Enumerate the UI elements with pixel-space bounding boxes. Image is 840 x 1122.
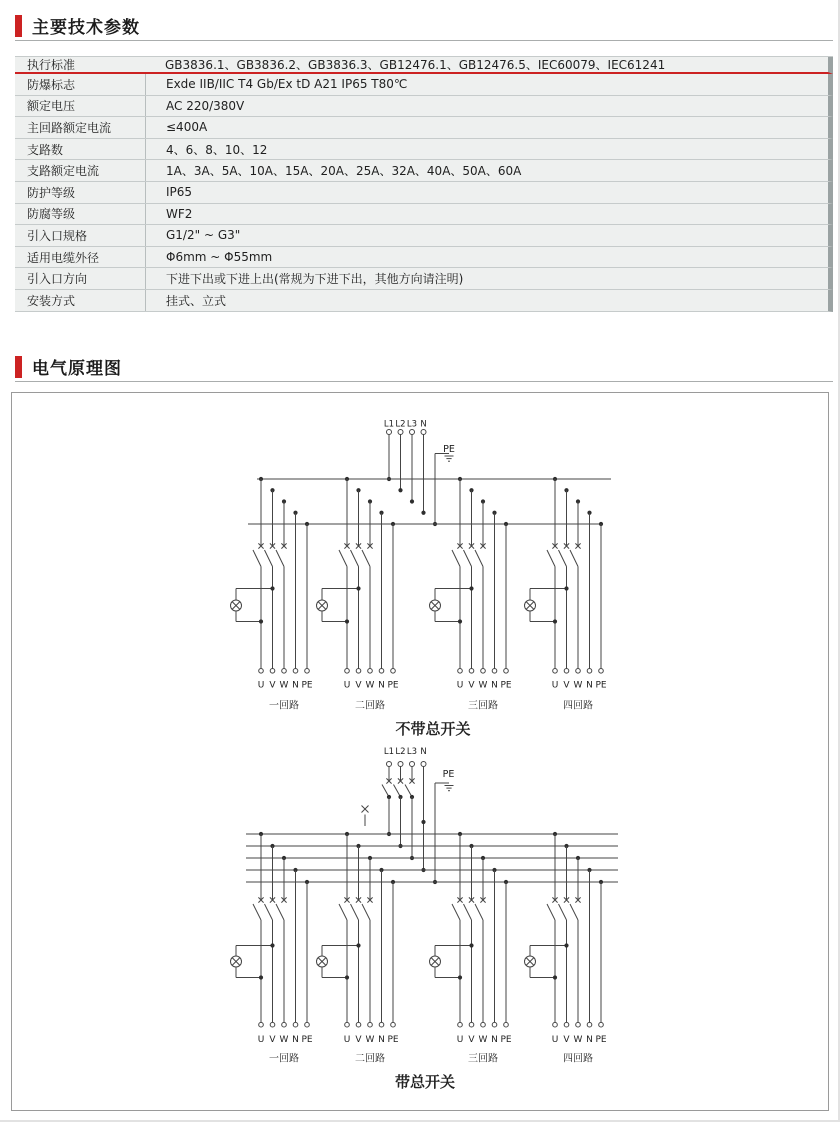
schematic-label: N: [378, 680, 385, 691]
schematic-label: V: [269, 680, 276, 691]
schematic-label: L3: [406, 419, 418, 430]
spec-label: 适用电缆外径: [27, 250, 100, 265]
schematic-label: L1: [383, 419, 395, 430]
schematic-label: PE: [500, 680, 512, 691]
schematic-label: PE: [595, 1035, 607, 1045]
schematic-label: W: [365, 1035, 375, 1045]
spec-value: GB3836.1、GB3836.2、GB3836.3、GB12476.1、GB12476.5、IEC60079、IEC61241: [165, 58, 666, 72]
schematic-label: W: [573, 1035, 583, 1045]
spec-row: [15, 290, 833, 312]
section-title: 主要技术参数: [32, 18, 140, 38]
schematic-label: 二回路: [355, 700, 385, 712]
schematic-label: N: [586, 680, 593, 691]
schematic-label: N: [420, 747, 427, 757]
schematic-label: W: [365, 680, 375, 691]
schematic-label: PE: [500, 1035, 512, 1045]
schematic-label: N: [292, 680, 299, 691]
schematic-label: L2: [395, 419, 406, 430]
schematic-label: PE: [301, 1035, 313, 1045]
spec-row: [15, 182, 833, 204]
schematic-label: 四回路: [563, 1053, 593, 1065]
schematic-label: W: [279, 1035, 289, 1045]
spec-value: 1A、3A、5A、10A、15A、20A、25A、32A、40A、50A、60A: [145, 160, 828, 181]
schematic-label: U: [551, 680, 559, 691]
spec-row: [15, 74, 833, 96]
section-header-specs: [15, 13, 140, 38]
spec-label: 防腐等级: [27, 207, 76, 222]
spec-value: G1/2" ~ G3": [145, 225, 828, 246]
schematic-label: N: [292, 1035, 299, 1045]
schematic-label: U: [456, 1035, 464, 1045]
schematic-label: 不带总开关: [395, 720, 471, 738]
spec-label: 额定电压: [27, 99, 76, 114]
spec-label: 执行标准: [27, 58, 76, 72]
schematic-label: L2: [395, 747, 406, 757]
schematic-label: W: [478, 1035, 488, 1045]
red-accent-bar: [15, 356, 22, 378]
schematic-label: N: [378, 1035, 385, 1045]
spec-value: IP65: [145, 182, 828, 203]
schematic-label: N: [586, 1035, 593, 1045]
schematic-label: 三回路: [468, 700, 498, 712]
spec-label: 防护等级: [27, 185, 76, 200]
spec-row: [15, 57, 833, 74]
schematic-label: V: [269, 1035, 276, 1045]
red-accent-bar: [15, 15, 22, 37]
schematic-label: V: [563, 1035, 570, 1045]
section-header-schematic: [15, 354, 122, 379]
spec-value: 下进下出或下进上出(常规为下进下出，其他方向请注明): [145, 268, 828, 289]
spec-value: AC 220/380V: [145, 96, 828, 117]
schematic-label: PE: [301, 680, 313, 691]
schematic-label: N: [491, 1035, 498, 1045]
spec-row: [15, 225, 833, 247]
spec-row: [15, 96, 833, 118]
schematic-label: U: [343, 680, 351, 691]
schematic-label: V: [468, 680, 475, 691]
schematic-label: PE: [443, 444, 455, 455]
schematic-label: PE: [387, 680, 399, 691]
spec-label: 支路额定电流: [27, 164, 100, 179]
schematic-label: V: [355, 1035, 362, 1045]
diagram-with-main-switch: [231, 747, 619, 1091]
spec-value: WF2: [145, 204, 828, 225]
schematic-label: U: [343, 1035, 351, 1045]
section-title: 电气原理图: [32, 359, 122, 379]
schematic-panel: [11, 392, 829, 1111]
schematic-label: U: [257, 1035, 265, 1045]
schematic-label: U: [456, 680, 464, 691]
spec-value: Φ6mm ~ Φ55mm: [145, 247, 828, 268]
diagram-without-main-switch: [231, 420, 612, 739]
schematic-label: V: [563, 680, 570, 691]
section-rule: [15, 40, 833, 41]
schematic-label: PE: [595, 680, 607, 691]
section-rule: [15, 381, 833, 382]
spec-value: 挂式、立式: [145, 290, 828, 311]
schematic-label: W: [279, 680, 289, 691]
spec-row: [15, 204, 833, 226]
spec-row: [15, 160, 833, 182]
schematic-label: N: [491, 680, 498, 691]
schematic-label: N: [420, 419, 427, 430]
spec-table: [15, 56, 833, 312]
wiring-schematics: [12, 393, 828, 1110]
spec-label: 主回路额定电流: [27, 120, 112, 135]
schematic-label: PE: [442, 769, 455, 780]
schematic-label: L3: [406, 747, 418, 757]
spec-value: ≤400A: [145, 117, 828, 138]
schematic-label: PE: [387, 1035, 399, 1045]
spec-label: 防爆标志: [27, 77, 76, 92]
spec-label: 引入口方向: [27, 272, 88, 287]
spec-label: 引入口规格: [27, 228, 88, 243]
schematic-label: 一回路: [269, 1053, 299, 1065]
spec-label: 支路数: [27, 142, 64, 157]
schematic-label: V: [355, 680, 362, 691]
spec-label: 安装方式: [27, 293, 76, 308]
schematic-label: W: [573, 680, 583, 691]
schematic-label: L1: [383, 747, 395, 757]
schematic-label: 二回路: [355, 1053, 385, 1065]
schematic-label: U: [551, 1035, 559, 1045]
schematic-label: W: [478, 680, 488, 691]
spec-row: [15, 268, 833, 290]
spec-value: 4、6、8、10、12: [145, 139, 828, 160]
schematic-label: 带总开关: [394, 1073, 456, 1091]
schematic-label: 三回路: [468, 1053, 498, 1065]
schematic-label: V: [468, 1035, 475, 1045]
spec-row: [15, 117, 833, 139]
spec-row: [15, 139, 833, 161]
schematic-label: 四回路: [563, 700, 593, 712]
spec-value: Exde IIB/IIC T4 Gb/Ex tD A21 IP65 T80℃: [145, 74, 828, 95]
schematic-label: U: [257, 680, 265, 691]
schematic-label: 一回路: [269, 700, 299, 712]
spec-row: [15, 247, 833, 269]
